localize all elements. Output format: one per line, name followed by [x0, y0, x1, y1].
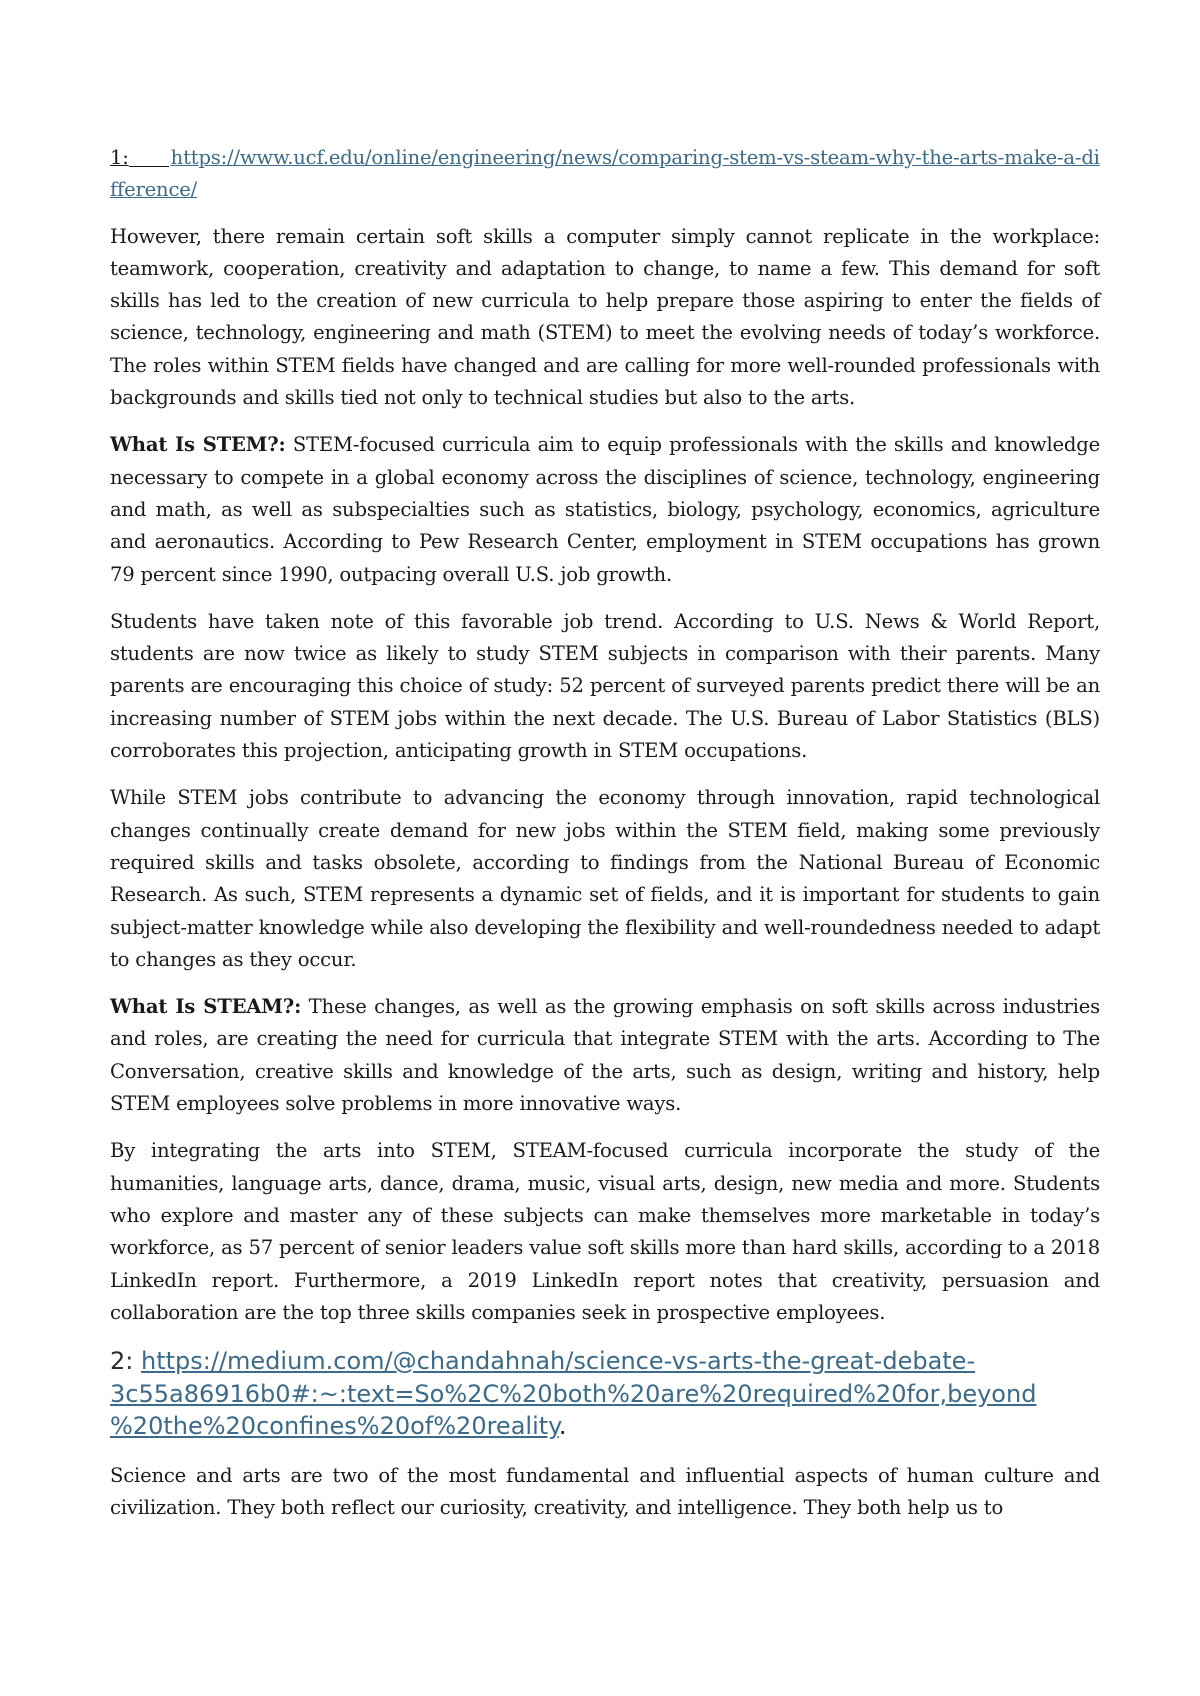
document-body	[110, 142, 1100, 1539]
reference-1-link[interactable]: https://www.ucf.edu/online/engineering/news/comparing-stem-vs-steam-why-the-arts-make-a-difference/	[110, 146, 1100, 202]
reference-2-link-line-1: https://medium.com/@chandahnah/science-vs-arts-the-great-debate-	[141, 1347, 976, 1376]
reference-2-period: .	[558, 1412, 567, 1441]
paragraph-what-is-stem-text: STEM-focused curricula aim to equip professionals with the skills and knowledge necessary to compete in a global economy across the disciplines of science, technology, engineering and math, as well as subspecialties such as statistics, biology, psychology, economics, agriculture and aeronautics. According to Pew Research Center, employment in STEM occupations has grown 79 percent since 1990, outpacing overall U.S. job growth.	[110, 433, 1100, 586]
reference-2	[110, 1345, 1100, 1443]
paragraph-what-is-steam-text: These changes, as well as the growing emphasis on soft skills across industries and roles, are creating the need for curricula that integrate STEM with the arts. According to The Conversation, creative skills and knowledge of the arts, such as design, writing and history, help STEM employees solve problems in more innovative ways.	[110, 995, 1100, 1116]
paragraph-what-is-stem	[110, 429, 1100, 590]
reference-2-link-line-2: 3c55a86916b0#:~:text=So%2C%20both%20are%20required%20for,beyond	[110, 1379, 1037, 1408]
paragraph-science-and-arts: Science and arts are two of the most fundamental and influential aspects of human culture and civilization. They both reflect our curiosity, creativity, and intelligence. They both help us to	[110, 1463, 1100, 1519]
reference-2-link-line-3: %20the%20confines%20of%20reality	[110, 1412, 559, 1441]
heading-what-is-stem: What Is STEM?:	[110, 433, 286, 457]
paragraph-stem-jobs: While STEM jobs contribute to advancing the economy through innovation, rapid technological changes continually create demand for new jobs within the STEM field, making some previously required skills and tasks obsolete, according to findings from the National Bureau of Economic Research. As such, STEM represents a dynamic set of fields, and it is important for students to gain subject-matter knowledge while also developing the flexibility and well-roundedness needed to adapt to changes as they occur.	[110, 786, 1100, 971]
paragraph-integrating-arts: By integrating the arts into STEM, STEAM-focused curricula incorporate the study of the humanities, language arts, dance, drama, music, visual arts, design, new media and more. Students who explore and master any of these subjects can make themselves more marketable in today’s workforce, as 57 percent of senior leaders value soft skills more than hard skills, according to a 2018 LinkedIn report. Furthermore, a 2019 LinkedIn report notes that creativity, persuasion and collaboration are the top three skills companies seek in prospective employees.	[110, 1139, 1100, 1324]
reference-1-spacer	[129, 146, 169, 167]
paragraph-soft-skills: However, there remain certain soft skills a computer simply cannot replicate in the workplace: teamwork, cooperation, creativity and adaptation to change, to name a few. This demand for soft skills has led to the creation of new curricula to help prepare those aspiring to enter the fields of science, technology, engineering and math (STEM) to meet the evolving needs of today’s workforce. The roles within STEM fields have changed and are calling for more well-rounded professionals with backgrounds and skills tied not only to technical studies but also to the arts.	[110, 224, 1100, 410]
reference-1	[110, 142, 1100, 207]
reference-2-number: 2:	[110, 1347, 134, 1376]
paragraph-what-is-steam	[110, 991, 1100, 1120]
paragraph-job-trend: Students have taken note of this favorable job trend. According to U.S. News & World Report, students are now twice as likely to study STEM subjects in comparison with their parents. Many parents are encouraging this choice of study: 52 percent of surveyed parents predict there will be an increasing number of STEM jobs within the next decade. The U.S. Bureau of Labor Statistics (BLS) corroborates this projection, anticipating growth in STEM occupations.	[110, 609, 1100, 763]
reference-1-number: 1:	[110, 146, 129, 169]
heading-what-is-steam: What Is STEAM?:	[110, 995, 302, 1019]
reference-2-link[interactable]	[110, 1347, 1036, 1440]
